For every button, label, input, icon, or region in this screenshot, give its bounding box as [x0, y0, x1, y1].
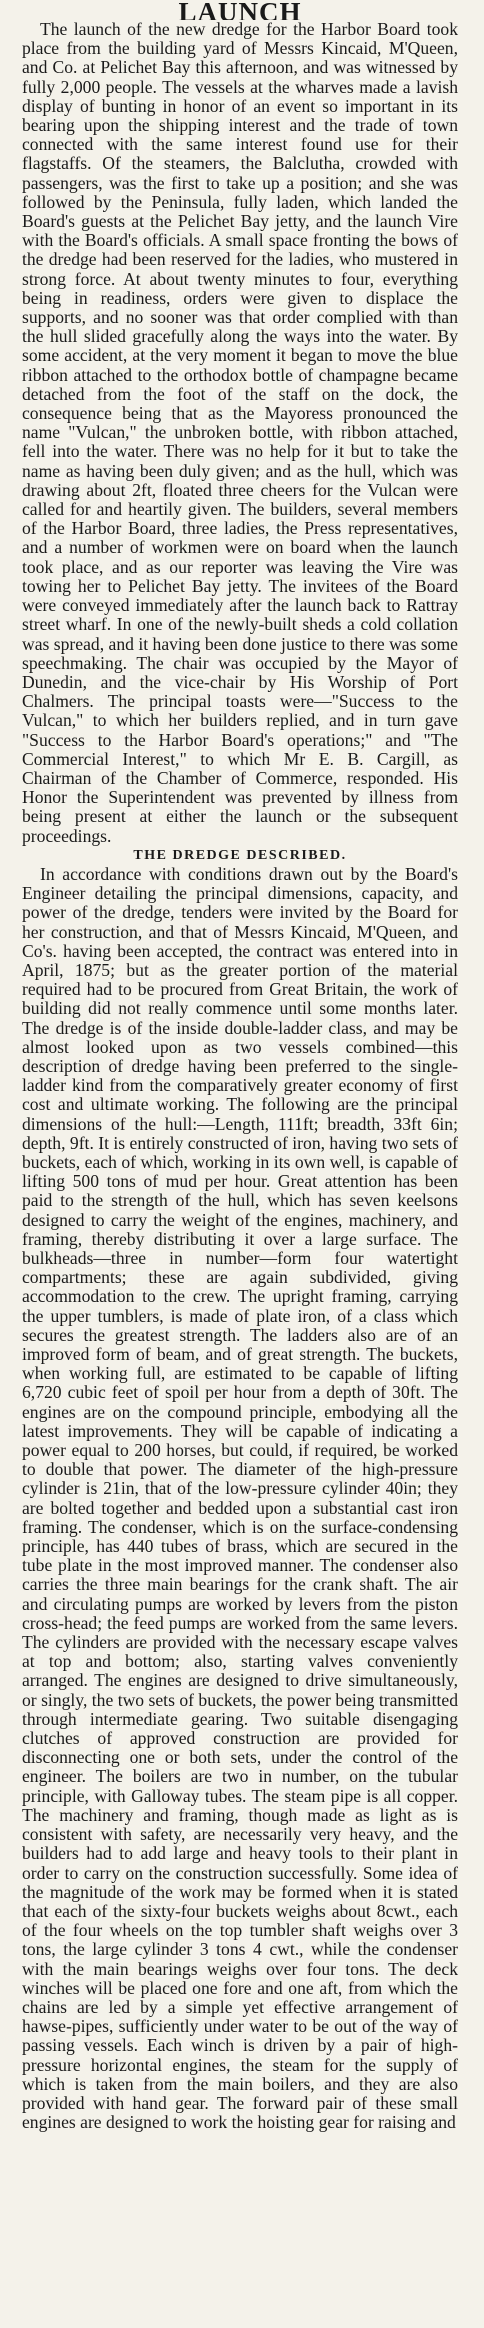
article-paragraph-launch: The launch of the new dredge for the Harbor Board took place from the building yard of Messrs Kincaid, M'Queen, and Co. at Pelichet Bay this afternoon, and was witnessed by fully 2,000 people. The vessels at the wharves made a lavish display of bunting in honor of an event so important in its bearing upon the shipping interest and the trade of town connected with the same interest found use for their flagstaffs. Of the steamers, the Balclutha, crowded with passengers, was the first to take up a position; and she was followed by the Peninsula, fully laden, which landed the Board's guests at the Pelichet Bay jetty, and the launch Vire with the Board's officials. A small space fronting the bows of the dredge had been reserved for the ladies, who mustered in strong force. At about twenty minutes to four, everything being in readiness, orders were given to displace the supports, and no sooner was that order complied with than the hull slided gracefully along the ways into the water. By some accident, at the very moment it began to move the blue ribbon attached to the orthodox bottle of champagne became detached from the foot of the staff on the dock, the consequence being that as the Mayoress pronounced the name "Vulcan," the unbroken bottle, with ribbon attached, fell into the water. There was no help for it but to take the name as having been duly given; and as the hull, which was drawing about 2ft, floated three cheers for the Vulcan were called for and heartily given. The builders, several members of the Harbor Board, three ladies, the Press representatives, and a number of workmen were on board when the launch took place, and as our reporter was leaving the Vire was towing her to Pelichet Bay jetty. The invitees of the Board were conveyed immediately after the launch back to Rattray street wharf. In one of the newly-built sheds a cold collation was spread, and it having been done justice to there was some speechmaking. The chair was occupied by the Mayor of Dunedin, and the vice-chair by His Worship of Port Chalmers. The principal toasts were—"Success to the Vulcan," to which her builders replied, and in turn gave "Success to the Harbor Board's operations;" and "The Commercial Interest," to which Mr E. B. Cargill, as Chairman of the Chamber of Commerce, responded. His Honor the Superintendent was prevented by illness from being present at either the launch or the subsequent proceedings.: [22, 19, 458, 846]
article-paragraph-dredge: In accordance with conditions drawn out by the Board's Engineer detailing the principal dimensions, capacity, and power of the dredge, tenders were invited by the Board for her construction, and that of Messrs Kincaid, M'Queen, and Co's. having been accepted, the contract was entered into in April, 1875; but as the greater portion of the material required had to be procured from Great Britain, the work of building did not really commence until some months later. The dredge is of the inside double-ladder class, and may be almost looked upon as two vessels combined—this description of dredge having been preferred to the single-ladder kind from the comparatively greater economy of first cost and ultimate working. The following are the principal dimensions of the hull:—Length, 111ft; breadth, 33ft 6in; depth, 9ft. It is entirely constructed of iron, having two sets of buckets, each of which, working in its own well, is capable of lifting 500 tons of mud per hour. Great attention has been paid to the strength of the hull, which has seven keelsons designed to carry the weight of the engines, machinery, and framing, thereby distributing it over a large surface. The bulkheads—three in number—form four watertight compartments; these are again subdivided, giving accommodation to the crew. The upright framing, carrying the upper tumblers, is made of plate iron, of a class which secures the greatest strength. The ladders also are of an improved form of beam, and of great strength. The buckets, when working full, are estimated to be capable of lifting 6,720 cubic feet of spoil per hour from a depth of 30ft. The engines are on the compound principle, embodying all the latest improvements. They will be capable of indicating a power equal to 200 horses, but could, if required, be worked to double that power. The diameter of the high-pressure cylinder is 21in, that of the low-pressure cylinder 40in; they are bolted together and bedded upon a substantial cast iron framing. The condenser, which is on the surface-condensing principle, has 440 tubes of brass, which are secured in the tube plate in the most improved manner. The condenser also carries the three main bearings for the crank shaft. The air and circulating pumps are worked by levers from the piston cross-head; the feed pumps are worked from the same levers. The cylinders are provided with the necessary escape valves at top and bottom; also, starting valves conveniently arranged. The engines are designed to drive simultaneously, or singly, the two sets of buckets, the power being transmitted through intermediate gearing. Two suitable disengaging clutches of approved construction are provided for disconnecting one or both sets, under the control of the engineer. The boilers are two in number, on the tubular principle, with Galloway tubes. The steam pipe is all copper. The machinery and framing, though made as light as is consistent with safety, are necessarily very heavy, and the builders had to add large and heavy tools to their plant in order to carry on the construction successfully. Some idea of the magnitude of the work may be formed when it is stated that each of the sixty-four buckets weighs about 8cwt., each of the four wheels on the top tumbler shaft weighs over 3 tons, the large cylinder 3 tons 4 cwt., while the condenser with the main bearings weighs over four tons. The deck winches will be placed one fore and one aft, from which the chains are led by a simple yet effective arrangement of hawse-pipes, sufficiently under water to be out of the way of passing vessels. Each winch is driven by a pair of high-pressure horizontal engines, the steam for the supply of which is taken from the main boilers, and they are also provided with hand gear. The forward pair of these small engines are designed to work the hoisting gear for raising and: [22, 863, 458, 2133]
article-column: [22, 20, 458, 2132]
article-title: LAUNCH: [178, 0, 302, 20]
section-subheading: THE DREDGE DESCRIBED.: [133, 847, 347, 863]
